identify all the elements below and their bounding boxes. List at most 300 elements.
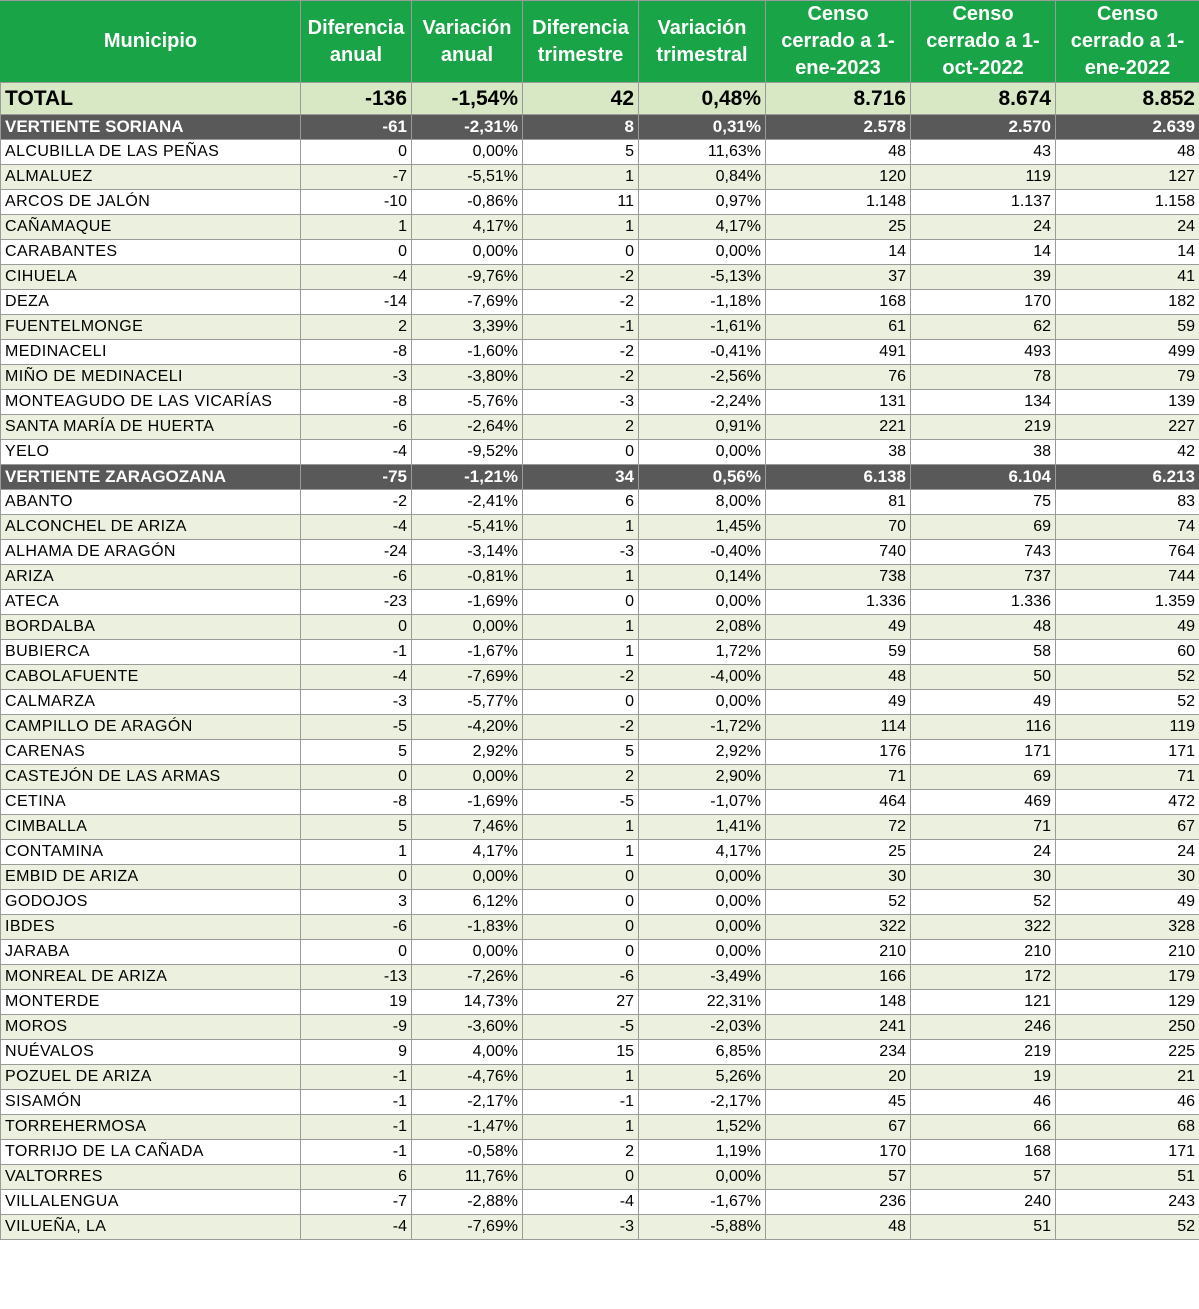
table-cell: 20: [766, 1065, 911, 1090]
table-cell: 11,76%: [412, 1165, 523, 1190]
table-cell: -2,41%: [412, 490, 523, 515]
total-label: TOTAL: [1, 83, 301, 115]
table-cell: 8,00%: [639, 490, 766, 515]
table-cell: 0,97%: [639, 190, 766, 215]
table-row: [1, 990, 1199, 1015]
table-cell: 737: [911, 565, 1056, 590]
table-cell: 48: [766, 665, 911, 690]
table-cell: 0,56%: [639, 465, 766, 490]
table-cell: -2: [523, 290, 639, 315]
table-cell: 243: [1056, 1190, 1199, 1215]
municipio-name: CAÑAMAQUE: [1, 215, 301, 240]
col-header-censo-oct-2022: Censo cerrado a 1-oct-2022: [911, 1, 1056, 83]
table-cell: 172: [911, 965, 1056, 990]
table-cell: 1,52%: [639, 1115, 766, 1140]
table-cell: 134: [911, 390, 1056, 415]
table-cell: 34: [523, 465, 639, 490]
table-row: [1, 265, 1199, 290]
table-cell: 79: [1056, 365, 1199, 390]
table-row: [1, 315, 1199, 340]
table-cell: 57: [911, 1165, 1056, 1190]
table-cell: 6,12%: [412, 890, 523, 915]
table-cell: 328: [1056, 915, 1199, 940]
table-cell: 2.639: [1056, 115, 1199, 140]
table-cell: 51: [911, 1215, 1056, 1240]
table-cell: -0,81%: [412, 565, 523, 590]
table-cell: -1,07%: [639, 790, 766, 815]
table-cell: 83: [1056, 490, 1199, 515]
table-cell: -3,49%: [639, 965, 766, 990]
table-cell: 6.213: [1056, 465, 1199, 490]
header-row: [1, 1, 1199, 83]
table-cell: 15: [523, 1040, 639, 1065]
table-cell: 0,00%: [412, 940, 523, 965]
table-cell: 250: [1056, 1015, 1199, 1040]
table-row: [1, 765, 1199, 790]
col-header-diferencia-trimestre: Diferencia trimestre: [523, 1, 639, 83]
table-cell: 0: [523, 865, 639, 890]
table-cell: -7: [301, 1190, 412, 1215]
table-cell: 67: [766, 1115, 911, 1140]
table-cell: 2: [523, 765, 639, 790]
table-cell: 0: [523, 890, 639, 915]
municipio-name: ALHAMA DE ARAGÓN: [1, 540, 301, 565]
table-row: [1, 1040, 1199, 1065]
municipio-name: JARABA: [1, 940, 301, 965]
table-cell: -3: [523, 390, 639, 415]
municipio-name: CETINA: [1, 790, 301, 815]
table-cell: 59: [1056, 315, 1199, 340]
table-cell: 0: [301, 140, 412, 165]
table-cell: 68: [1056, 1115, 1199, 1140]
table-cell: 8.674: [911, 83, 1056, 115]
table-cell: 764: [1056, 540, 1199, 565]
municipio-name: MONREAL DE ARIZA: [1, 965, 301, 990]
table-cell: 210: [1056, 940, 1199, 965]
table-cell: 75: [911, 490, 1056, 515]
col-header-variacion-anual: Variación anual: [412, 1, 523, 83]
municipio-name: MEDINACELI: [1, 340, 301, 365]
group-label: VERTIENTE ZARAGOZANA: [1, 465, 301, 490]
group-summary-row: [1, 465, 1199, 490]
table-cell: 1: [523, 1115, 639, 1140]
table-cell: 0,00%: [639, 940, 766, 965]
municipio-name: CIHUELA: [1, 265, 301, 290]
table-cell: -3,60%: [412, 1015, 523, 1040]
table-row: [1, 840, 1199, 865]
table-cell: -3: [301, 365, 412, 390]
table-cell: -2,24%: [639, 390, 766, 415]
municipio-name: DEZA: [1, 290, 301, 315]
table-cell: 6: [523, 490, 639, 515]
municipio-name: IBDES: [1, 915, 301, 940]
table-cell: 119: [1056, 715, 1199, 740]
table-cell: -3: [301, 690, 412, 715]
table-cell: 0: [523, 590, 639, 615]
table-cell: 38: [766, 440, 911, 465]
table-cell: 0,31%: [639, 115, 766, 140]
table-cell: 1.158: [1056, 190, 1199, 215]
table-cell: 1: [523, 615, 639, 640]
municipio-name: ALCUBILLA DE LAS PEÑAS: [1, 140, 301, 165]
table-row: [1, 390, 1199, 415]
table-cell: 1.359: [1056, 590, 1199, 615]
table-cell: 45: [766, 1090, 911, 1115]
table-cell: 182: [1056, 290, 1199, 315]
col-header-municipio: Municipio: [1, 1, 301, 83]
group-summary-row: [1, 115, 1199, 140]
table-cell: -5,76%: [412, 390, 523, 415]
table-cell: 2,90%: [639, 765, 766, 790]
table-cell: 52: [1056, 665, 1199, 690]
table-cell: 148: [766, 990, 911, 1015]
table-body: [1, 83, 1199, 1240]
table-cell: 0,00%: [412, 865, 523, 890]
municipio-name: CASTEJÓN DE LAS ARMAS: [1, 765, 301, 790]
table-cell: 59: [766, 640, 911, 665]
table-cell: 69: [911, 515, 1056, 540]
municipio-name: TORRIJO DE LA CAÑADA: [1, 1140, 301, 1165]
table-cell: -9,76%: [412, 265, 523, 290]
table-cell: 30: [1056, 865, 1199, 890]
table-cell: 3,39%: [412, 315, 523, 340]
table-cell: 70: [766, 515, 911, 540]
municipio-name: MOROS: [1, 1015, 301, 1040]
table-cell: -1,67%: [412, 640, 523, 665]
table-cell: -23: [301, 590, 412, 615]
table-row: [1, 565, 1199, 590]
table-cell: 46: [911, 1090, 1056, 1115]
table-cell: -75: [301, 465, 412, 490]
table-cell: 19: [301, 990, 412, 1015]
table-cell: 170: [911, 290, 1056, 315]
table-cell: 0: [523, 440, 639, 465]
table-cell: -2,64%: [412, 415, 523, 440]
table-row: [1, 340, 1199, 365]
table-cell: 1,72%: [639, 640, 766, 665]
table-cell: 49: [911, 690, 1056, 715]
table-cell: -0,40%: [639, 540, 766, 565]
table-cell: 25: [766, 215, 911, 240]
table-cell: 210: [911, 940, 1056, 965]
table-cell: 52: [1056, 690, 1199, 715]
table-cell: 71: [766, 765, 911, 790]
table-cell: 0,00%: [639, 865, 766, 890]
table-cell: -8: [301, 790, 412, 815]
table-cell: 52: [911, 890, 1056, 915]
table-cell: -1: [301, 1140, 412, 1165]
table-cell: 0,00%: [412, 140, 523, 165]
table-cell: 24: [1056, 215, 1199, 240]
table-row: [1, 490, 1199, 515]
table-cell: 1: [523, 515, 639, 540]
table-cell: 234: [766, 1040, 911, 1065]
table-row: [1, 715, 1199, 740]
table-cell: -2: [523, 665, 639, 690]
municipio-name: ABANTO: [1, 490, 301, 515]
table-cell: -8: [301, 340, 412, 365]
table-cell: -3: [523, 1215, 639, 1240]
table-cell: -6: [301, 415, 412, 440]
table-cell: 0,00%: [412, 765, 523, 790]
table-cell: 1: [523, 165, 639, 190]
municipio-name: FUENTELMONGE: [1, 315, 301, 340]
municipio-name: MIÑO DE MEDINACELI: [1, 365, 301, 390]
table-cell: 0,84%: [639, 165, 766, 190]
table-cell: 19: [911, 1065, 1056, 1090]
table-cell: -6: [523, 965, 639, 990]
municipio-name: CAMPILLO DE ARAGÓN: [1, 715, 301, 740]
municipio-name: VILLALENGUA: [1, 1190, 301, 1215]
table-cell: -5,13%: [639, 265, 766, 290]
municipio-name: VALTORRES: [1, 1165, 301, 1190]
table-cell: 740: [766, 540, 911, 565]
table-cell: 0: [301, 865, 412, 890]
municipio-name: MONTEAGUDO DE LAS VICARÍAS: [1, 390, 301, 415]
table-cell: 120: [766, 165, 911, 190]
table-row: [1, 1165, 1199, 1190]
table-cell: 14: [911, 240, 1056, 265]
table-cell: 57: [766, 1165, 911, 1190]
table-cell: 0,00%: [412, 615, 523, 640]
table-cell: 5,26%: [639, 1065, 766, 1090]
table-cell: 168: [911, 1140, 1056, 1165]
table-cell: -2,31%: [412, 115, 523, 140]
table-cell: 1,45%: [639, 515, 766, 540]
table-cell: 8: [523, 115, 639, 140]
table-cell: 743: [911, 540, 1056, 565]
table-cell: 179: [1056, 965, 1199, 990]
table-cell: 114: [766, 715, 911, 740]
table-cell: -2,56%: [639, 365, 766, 390]
table-cell: -4: [523, 1190, 639, 1215]
table-cell: 69: [911, 765, 1056, 790]
table-cell: 240: [911, 1190, 1056, 1215]
table-cell: 24: [911, 840, 1056, 865]
table-cell: 3: [301, 890, 412, 915]
municipio-name: GODOJOS: [1, 890, 301, 915]
municipio-name: EMBID DE ARIZA: [1, 865, 301, 890]
table-cell: 43: [911, 140, 1056, 165]
table-cell: -1,18%: [639, 290, 766, 315]
table-cell: 2,08%: [639, 615, 766, 640]
table-cell: 4,00%: [412, 1040, 523, 1065]
table-cell: -4: [301, 440, 412, 465]
table-cell: 8.716: [766, 83, 911, 115]
table-row: [1, 590, 1199, 615]
table-cell: 0: [301, 940, 412, 965]
table-cell: 38: [911, 440, 1056, 465]
table-cell: -1: [301, 640, 412, 665]
table-cell: 0: [523, 240, 639, 265]
table-cell: -2: [523, 340, 639, 365]
table-cell: -4: [301, 265, 412, 290]
table-row: [1, 640, 1199, 665]
table-cell: 48: [1056, 140, 1199, 165]
table-cell: 1: [523, 640, 639, 665]
table-cell: 225: [1056, 1040, 1199, 1065]
table-row: [1, 1065, 1199, 1090]
col-header-diferencia-anual: Diferencia anual: [301, 1, 412, 83]
table-row: [1, 740, 1199, 765]
table-cell: 119: [911, 165, 1056, 190]
table-cell: -3,14%: [412, 540, 523, 565]
table-cell: 30: [911, 865, 1056, 890]
table-cell: -24: [301, 540, 412, 565]
table-row: [1, 1015, 1199, 1040]
table-cell: 78: [911, 365, 1056, 390]
table-cell: 744: [1056, 565, 1199, 590]
table-cell: -9,52%: [412, 440, 523, 465]
table-cell: 51: [1056, 1165, 1199, 1190]
table-cell: 464: [766, 790, 911, 815]
table-cell: 1: [301, 215, 412, 240]
table-cell: -9: [301, 1015, 412, 1040]
municipio-name: CARENAS: [1, 740, 301, 765]
group-label: VERTIENTE SORIANA: [1, 115, 301, 140]
table-cell: -2,03%: [639, 1015, 766, 1040]
table-cell: -136: [301, 83, 412, 115]
table-row: [1, 790, 1199, 815]
table-cell: -1: [523, 315, 639, 340]
table-cell: -2,17%: [639, 1090, 766, 1115]
table-cell: -1,61%: [639, 315, 766, 340]
table-cell: 39: [911, 265, 1056, 290]
table-cell: 41: [1056, 265, 1199, 290]
municipio-name: CIMBALLA: [1, 815, 301, 840]
table-cell: -1,47%: [412, 1115, 523, 1140]
municipio-name: ALCONCHEL DE ARIZA: [1, 515, 301, 540]
table-cell: -5,77%: [412, 690, 523, 715]
table-cell: 139: [1056, 390, 1199, 415]
table-row: [1, 215, 1199, 240]
table-cell: 1: [523, 815, 639, 840]
municipio-name: CARABANTES: [1, 240, 301, 265]
table-cell: -2: [523, 265, 639, 290]
table-cell: 27: [523, 990, 639, 1015]
table-cell: -1: [301, 1065, 412, 1090]
table-row: [1, 615, 1199, 640]
table-row: [1, 515, 1199, 540]
table-cell: 22,31%: [639, 990, 766, 1015]
table-cell: -5: [301, 715, 412, 740]
table-row: [1, 1090, 1199, 1115]
table-cell: 0: [523, 690, 639, 715]
table-cell: -61: [301, 115, 412, 140]
table-cell: 0: [523, 940, 639, 965]
table-cell: -1,72%: [639, 715, 766, 740]
table-cell: 1: [523, 1065, 639, 1090]
municipio-name: ARIZA: [1, 565, 301, 590]
table-cell: -5,51%: [412, 165, 523, 190]
table-cell: 7,46%: [412, 815, 523, 840]
table-cell: 472: [1056, 790, 1199, 815]
table-cell: 6: [301, 1165, 412, 1190]
table-cell: 61: [766, 315, 911, 340]
table-cell: 4,17%: [639, 840, 766, 865]
table-cell: 1.148: [766, 190, 911, 215]
table-cell: -2: [523, 715, 639, 740]
table-cell: -1: [301, 1090, 412, 1115]
municipio-name: CALMARZA: [1, 690, 301, 715]
table-cell: 1.336: [911, 590, 1056, 615]
table-cell: 9: [301, 1040, 412, 1065]
table-cell: 0,14%: [639, 565, 766, 590]
table-cell: 5: [301, 815, 412, 840]
table-cell: 171: [1056, 740, 1199, 765]
table-cell: -7,26%: [412, 965, 523, 990]
table-row: [1, 240, 1199, 265]
table-cell: 4,17%: [639, 215, 766, 240]
table-row: [1, 690, 1199, 715]
table-cell: 0,00%: [639, 890, 766, 915]
table-cell: 0: [301, 240, 412, 265]
municipio-name: BUBIERCA: [1, 640, 301, 665]
table-cell: 66: [911, 1115, 1056, 1140]
table-cell: 1,19%: [639, 1140, 766, 1165]
table-cell: 48: [766, 140, 911, 165]
table-row: [1, 1140, 1199, 1165]
municipio-name: NUÉVALOS: [1, 1040, 301, 1065]
table-cell: -0,58%: [412, 1140, 523, 1165]
table-cell: -7,69%: [412, 1215, 523, 1240]
municipio-name: POZUEL DE ARIZA: [1, 1065, 301, 1090]
table-cell: 5: [301, 740, 412, 765]
table-cell: 491: [766, 340, 911, 365]
table-cell: 493: [911, 340, 1056, 365]
table-cell: 0: [523, 915, 639, 940]
table-cell: 49: [766, 690, 911, 715]
table-cell: 0,00%: [639, 915, 766, 940]
table-cell: 221: [766, 415, 911, 440]
table-cell: -5: [523, 790, 639, 815]
table-cell: -1: [523, 1090, 639, 1115]
table-cell: 52: [766, 890, 911, 915]
total-row: [1, 83, 1199, 115]
table-cell: 60: [1056, 640, 1199, 665]
table-cell: 0,48%: [639, 83, 766, 115]
table-row: [1, 540, 1199, 565]
table-cell: 469: [911, 790, 1056, 815]
table-cell: 0,00%: [639, 440, 766, 465]
table-cell: 81: [766, 490, 911, 515]
col-header-censo-ene-2023: Censo cerrado a 1-ene-2023: [766, 1, 911, 83]
table-cell: 2: [523, 415, 639, 440]
table-cell: 42: [1056, 440, 1199, 465]
table-cell: -5,41%: [412, 515, 523, 540]
table-cell: 6,85%: [639, 1040, 766, 1065]
table-cell: 2.570: [911, 115, 1056, 140]
table-cell: 71: [1056, 765, 1199, 790]
table-cell: 6.138: [766, 465, 911, 490]
table-cell: -13: [301, 965, 412, 990]
col-header-variacion-trimestral: Variación trimestral: [639, 1, 766, 83]
table-cell: 227: [1056, 415, 1199, 440]
table-cell: 121: [911, 990, 1056, 1015]
table-cell: -4: [301, 665, 412, 690]
table-cell: 52: [1056, 1215, 1199, 1240]
table-row: [1, 890, 1199, 915]
table-cell: 14: [766, 240, 911, 265]
table-row: [1, 440, 1199, 465]
table-cell: -6: [301, 565, 412, 590]
table-cell: -4: [301, 515, 412, 540]
table-row: [1, 415, 1199, 440]
table-cell: 171: [911, 740, 1056, 765]
table-cell: 11,63%: [639, 140, 766, 165]
table-cell: 168: [766, 290, 911, 315]
table-cell: 176: [766, 740, 911, 765]
